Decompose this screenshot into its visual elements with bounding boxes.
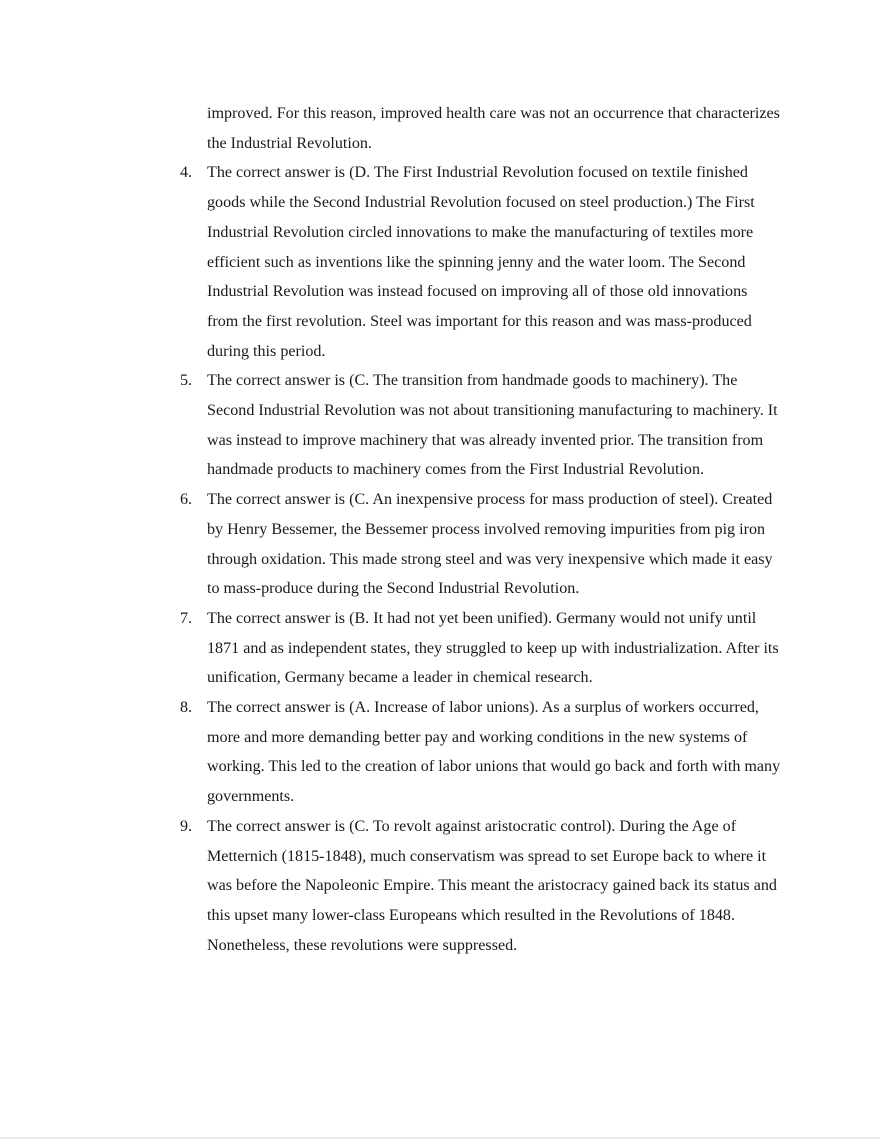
item-text: The correct answer is (C. To revolt against aristocratic control). During the Age of Metternich (1815-1848), much conservatism was spread to set Europe back to where it was before the Napoleonic Empire. This meant the aristocracy gained back its status and this upset many lower-class Europeans which resulted in the Revolutions of 1848. Nonetheless, these revolutions were suppressed.: [207, 817, 777, 954]
item-text: The correct answer is (A. Increase of labor unions). As a surplus of workers occurred, more and more demanding better pay and working conditions in the new systems of working. This led to the creation of labor unions that would go back and forth with many governments.: [207, 699, 781, 806]
item-number: 7.: [180, 609, 193, 627]
list-item-6: [180, 485, 782, 604]
list-item-8: [180, 693, 782, 812]
item-number: 4.: [180, 164, 193, 182]
list-item-9: [180, 812, 782, 961]
continued-paragraph: improved. For this reason, improved health care was not an occurrence that characterizes the Industrial Revolution.: [207, 105, 780, 152]
item-number: 8.: [180, 699, 193, 717]
item-number: 5.: [180, 372, 193, 390]
item-text: The correct answer is (C. An inexpensive process for mass production of steel). Created by Henry Bessemer, the Bessemer process involved removing impurities from pig iron through oxidation. This made strong steel and was very inexpensive which made it easy to mass-produce during the Second Industrial Revolution.: [207, 491, 773, 598]
list-item-4: [180, 158, 782, 366]
list-item-7: [180, 604, 782, 693]
answer-list: [180, 99, 782, 960]
item-text: The correct answer is (D. The First Industrial Revolution focused on textile finished goods while the Second Industrial Revolution focused on steel production.) The First Industrial Revolution circled innovations to make the manufacturing of textiles more efficient such as inventions like the spinning jenny and the water loom. The Second Industrial Revolution was instead focused on improving all of those old innovations from the first revolution. Steel was important for this reason and was mass-produced during this period.: [207, 164, 755, 360]
item-number: 6.: [180, 491, 193, 509]
item-text: The correct answer is (C. The transition from handmade goods to machinery). The Second Industrial Revolution was not about transitioning manufacturing to machinery. It was instead to improve machinery that was already invented prior. The transition from handmade products to machinery comes from the First Industrial Revolution.: [207, 372, 778, 479]
item-text: The correct answer is (B. It had not yet been unified). Germany would not unify until 1871 and as independent states, they struggled to keep up with industrialization. After its unification, Germany became a leader in chemical research.: [207, 609, 779, 687]
list-item-5: [180, 366, 782, 485]
item-number: 9.: [180, 817, 193, 835]
